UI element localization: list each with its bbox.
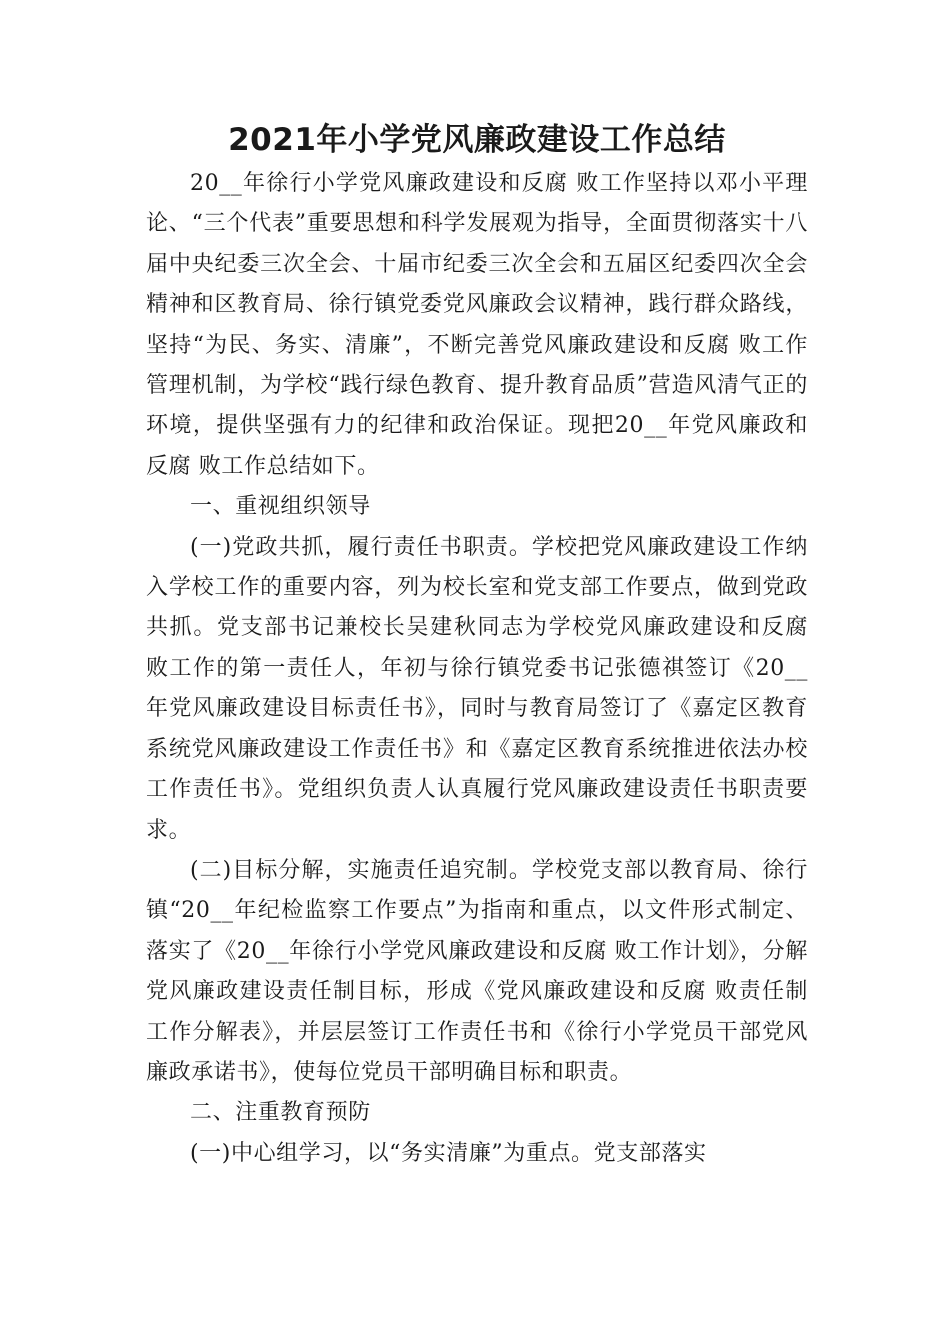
document-title: 2021年小学党风廉政建设工作总结	[228, 122, 726, 158]
paragraph-1-2: (二)目标分解，实施责任追究制。学校党支部以教育局、徐行镇“20__年纪检监察工作要点”为指南和重点，以文件形式制定、落实了《20__年徐行小学党风廉政建设和反腐 败工作计划》，分解党风廉政建设责任制目标，形成《党风廉政建设和反腐 败责任制工作分解表》，并层层签订工作责任书和《徐行小学党员干部党风廉政承诺书》，使每位党员干部明确目标和职责。	[146, 857, 808, 1085]
document-page	[146, 118, 808, 1174]
section-heading-1: 一、重视组织领导	[190, 494, 371, 520]
paragraph-intro: 20__年徐行小学党风廉政建设和反腐 败工作坚持以邓小平理论、“三个代表”重要思想和科学发展观为指导，全面贯彻落实十八届中央纪委三次全会、十届市纪委三次全会和五届区纪委四次全会精神和区教育局、徐行镇党委党风廉政会议精神，践行群众路线，坚持“为民、务实、清廉”，不断完善党风廉政建设和反腐 败工作管理机制，为学校“践行绿色教育、提升教育品质”营造风清气正的环境，提供坚强有力的纪律和政治保证。现把20__年党风廉政和反腐 败工作总结如下。	[146, 171, 808, 479]
section-heading-2: 二、注重教育预防	[190, 1100, 371, 1126]
paragraph-1-1: (一)党政共抓，履行责任书职责。学校把党风廉政建设工作纳入学校工作的重要内容，列为校长室和党支部工作要点，做到党政共抓。党支部书记兼校长吴建秋同志为学校党风廉政建设和反腐 败工作的第一责任人，年初与徐行镇党委书记张德祺签订《20__年党风廉政建设目标责任书》，同时与教育局签订了《嘉定区教育系统党风廉政建设工作责任书》和《嘉定区教育系统推进依法办校工作责任书》。党组织负责人认真履行党风廉政建设责任书职责要求。	[146, 534, 808, 843]
paragraph-2-1: (一)中心组学习，以“务实清廉”为重点。党支部落实	[190, 1140, 707, 1166]
